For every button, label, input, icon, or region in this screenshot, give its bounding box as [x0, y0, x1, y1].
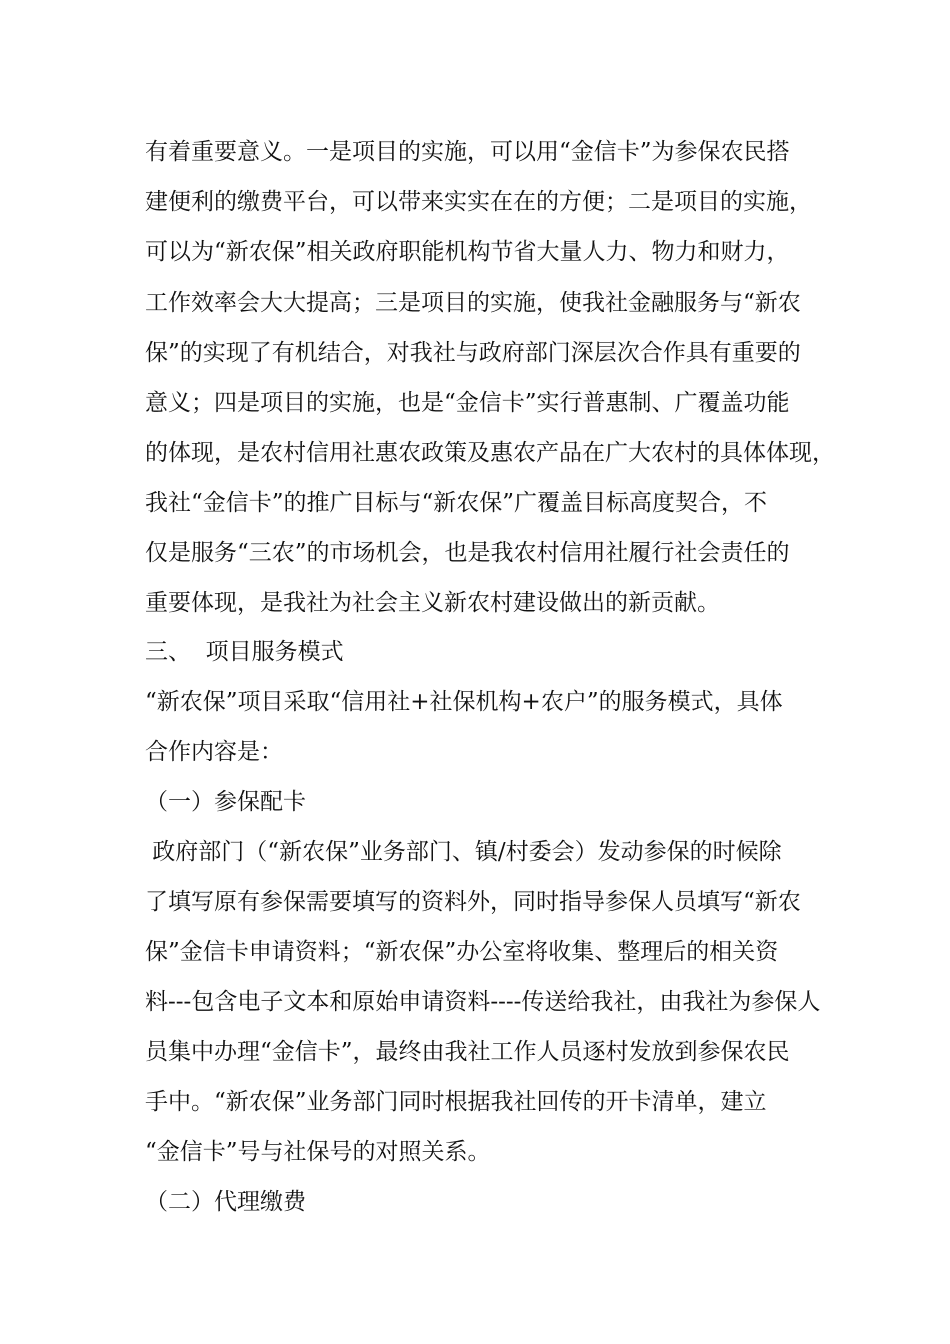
body-text-line: 建便利的缴费平台，可以带来实实在在的方便；二是项目的实施， [145, 189, 812, 215]
body-text-line: “金信卡”号与社保号的对照关系。 [145, 1139, 491, 1165]
body-text-line: 保”金信卡申请资料；“新农保”办公室将收集、整理后的相关资 [145, 939, 779, 965]
body-text-line: 料---包含电子文本和原始申请资料----传送给我社，由我社为参保人 [145, 989, 821, 1015]
body-text-line: 可以为“新农保”相关政府职能机构节省大量人力、物力和财力， [145, 239, 790, 265]
body-text-line: 我社“金信卡”的推广目标与“新农保”广覆盖目标高度契合，不 [145, 490, 768, 516]
section-heading: 三、 项目服务模式 [145, 639, 344, 665]
body-text-line: 的体现，是农村信用社惠农政策及惠农产品在广大农村的具体体现， [145, 440, 835, 466]
subsection-heading: （二）代理缴费 [145, 1189, 306, 1215]
body-text-line: 有着重要意义。一是项目的实施，可以用“金信卡”为参保农民搭 [145, 139, 790, 165]
body-text-line: 政府部门（“新农保”业务部门、镇/村委会）发动参保的时候除 [145, 839, 782, 865]
body-text-line: 重要体现，是我社为社会主义新农村建设做出的新贡献。 [145, 590, 720, 616]
body-text-line: “新农保”项目采取“信用社+社保机构+农户”的服务模式，具体 [145, 689, 783, 715]
body-text-line: 仅是服务“三农”的市场机会，也是我农村信用社履行社会责任的 [145, 540, 790, 566]
body-text-line: 保”的实现了有机结合，对我社与政府部门深层次合作具有重要的 [145, 340, 801, 366]
body-text-line: 工作效率会大大提高；三是项目的实施，使我社金融服务与“新农 [145, 290, 801, 316]
body-text-line: 员集中办理“金信卡”，最终由我社工作人员逐村发放到参保农民 [145, 1039, 790, 1065]
body-text-line: 手中。“新农保”业务部门同时根据我社回传的开卡清单，建立 [145, 1089, 767, 1115]
subsection-heading: （一）参保配卡 [145, 789, 306, 815]
body-text-line: 了填写原有参保需要填写的资料外，同时指导参保人员填写“新农 [145, 889, 801, 915]
body-text-line: 合作内容是： [145, 739, 283, 765]
body-text-line: 意义；四是项目的实施，也是“金信卡”实行普惠制、广覆盖功能 [145, 390, 790, 416]
